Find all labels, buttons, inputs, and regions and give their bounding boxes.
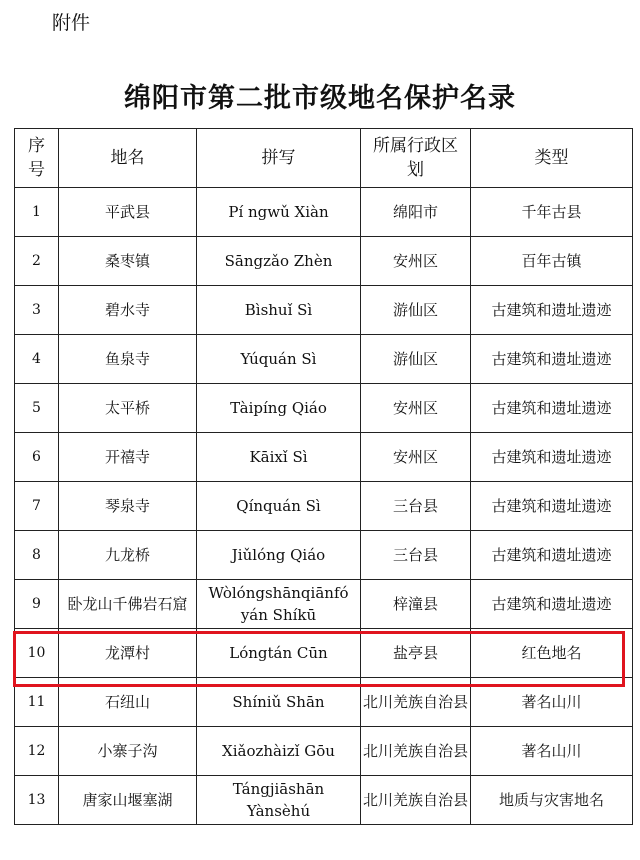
header-seq: 序号 (15, 129, 59, 188)
row-district: 安州区 (361, 384, 471, 433)
row-seq: 8 (15, 531, 59, 580)
document-title: 绵阳市第二批市级地名保护名录 (124, 83, 516, 114)
row-type: 古建筑和遗址遗迹 (471, 531, 633, 580)
row-pinyin: Tángjiāshān Yànsèhú (197, 776, 361, 825)
row-name: 小寨子沟 (59, 727, 197, 776)
row-district: 北川羌族自治县 (361, 678, 471, 727)
row-pinyin: Xiǎozhàizǐ Gōu (197, 727, 361, 776)
row-name: 平武县 (59, 188, 197, 237)
row-type: 地质与灾害地名 (471, 776, 633, 825)
table-header-row (15, 129, 633, 188)
header-type: 类型 (471, 129, 633, 188)
row-seq: 12 (15, 727, 59, 776)
row-name: 九龙桥 (59, 531, 197, 580)
row-seq: 3 (15, 286, 59, 335)
table-row (15, 384, 633, 433)
row-district: 绵阳市 (361, 188, 471, 237)
row-type: 古建筑和遗址遗迹 (471, 384, 633, 433)
row-pinyin: Jiǔlóng Qiáo (197, 531, 361, 580)
attachment-label: 附件 (52, 12, 91, 34)
header-district: 所属行政区划 (361, 129, 471, 188)
row-type: 古建筑和遗址遗迹 (471, 335, 633, 384)
table-row (15, 678, 633, 727)
row-type: 千年古县 (471, 188, 633, 237)
row-seq: 11 (15, 678, 59, 727)
table-row (15, 188, 633, 237)
row-seq: 5 (15, 384, 59, 433)
place-name-table (14, 128, 633, 825)
table-row (15, 776, 633, 825)
table-body (15, 188, 633, 825)
row-name: 碧水寺 (59, 286, 197, 335)
table-row (15, 433, 633, 482)
table-row (15, 727, 633, 776)
row-pinyin: Wòlóngshānqiānfó yán Shíkū (197, 580, 361, 629)
table-row (15, 629, 633, 678)
row-pinyin: Tàipíng Qiáo (197, 384, 361, 433)
row-district: 盐亭县 (361, 629, 471, 678)
row-type: 古建筑和遗址遗迹 (471, 286, 633, 335)
row-type: 古建筑和遗址遗迹 (471, 482, 633, 531)
row-type: 红色地名 (471, 629, 633, 678)
row-name: 琴泉寺 (59, 482, 197, 531)
row-name: 开禧寺 (59, 433, 197, 482)
row-district: 梓潼县 (361, 580, 471, 629)
row-district: 北川羌族自治县 (361, 776, 471, 825)
row-pinyin: Pí ngwǔ Xiàn (197, 188, 361, 237)
row-name: 太平桥 (59, 384, 197, 433)
row-type: 著名山川 (471, 678, 633, 727)
row-pinyin: Shíniǔ Shān (197, 678, 361, 727)
row-district: 三台县 (361, 482, 471, 531)
row-district: 三台县 (361, 531, 471, 580)
row-seq: 13 (15, 776, 59, 825)
row-district: 北川羌族自治县 (361, 727, 471, 776)
row-seq: 2 (15, 237, 59, 286)
table-row (15, 237, 633, 286)
table-row (15, 286, 633, 335)
row-seq: 9 (15, 580, 59, 629)
table-row (15, 335, 633, 384)
table-row (15, 580, 633, 629)
row-type: 百年古镇 (471, 237, 633, 286)
table-row (15, 531, 633, 580)
row-pinyin: Qínquán Sì (197, 482, 361, 531)
header-pinyin: 拼写 (197, 129, 361, 188)
row-name: 石纽山 (59, 678, 197, 727)
row-name: 卧龙山千佛岩石窟 (59, 580, 197, 629)
row-district: 游仙区 (361, 286, 471, 335)
row-pinyin: Sāngzǎo Zhèn (197, 237, 361, 286)
table-row (15, 482, 633, 531)
row-type: 古建筑和遗址遗迹 (471, 580, 633, 629)
row-district: 安州区 (361, 433, 471, 482)
row-name: 桑枣镇 (59, 237, 197, 286)
row-seq: 10 (15, 629, 59, 678)
row-name: 龙潭村 (59, 629, 197, 678)
header-name: 地名 (59, 129, 197, 188)
row-seq: 4 (15, 335, 59, 384)
row-name: 唐家山堰塞湖 (59, 776, 197, 825)
row-type: 著名山川 (471, 727, 633, 776)
row-pinyin: Kāixǐ Sì (197, 433, 361, 482)
row-name: 鱼泉寺 (59, 335, 197, 384)
row-pinyin: Lóngtán Cūn (197, 629, 361, 678)
row-seq: 1 (15, 188, 59, 237)
row-type: 古建筑和遗址遗迹 (471, 433, 633, 482)
row-pinyin: Yúquán Sì (197, 335, 361, 384)
row-seq: 6 (15, 433, 59, 482)
row-pinyin: Bìshuǐ Sì (197, 286, 361, 335)
row-district: 安州区 (361, 237, 471, 286)
row-district: 游仙区 (361, 335, 471, 384)
row-seq: 7 (15, 482, 59, 531)
